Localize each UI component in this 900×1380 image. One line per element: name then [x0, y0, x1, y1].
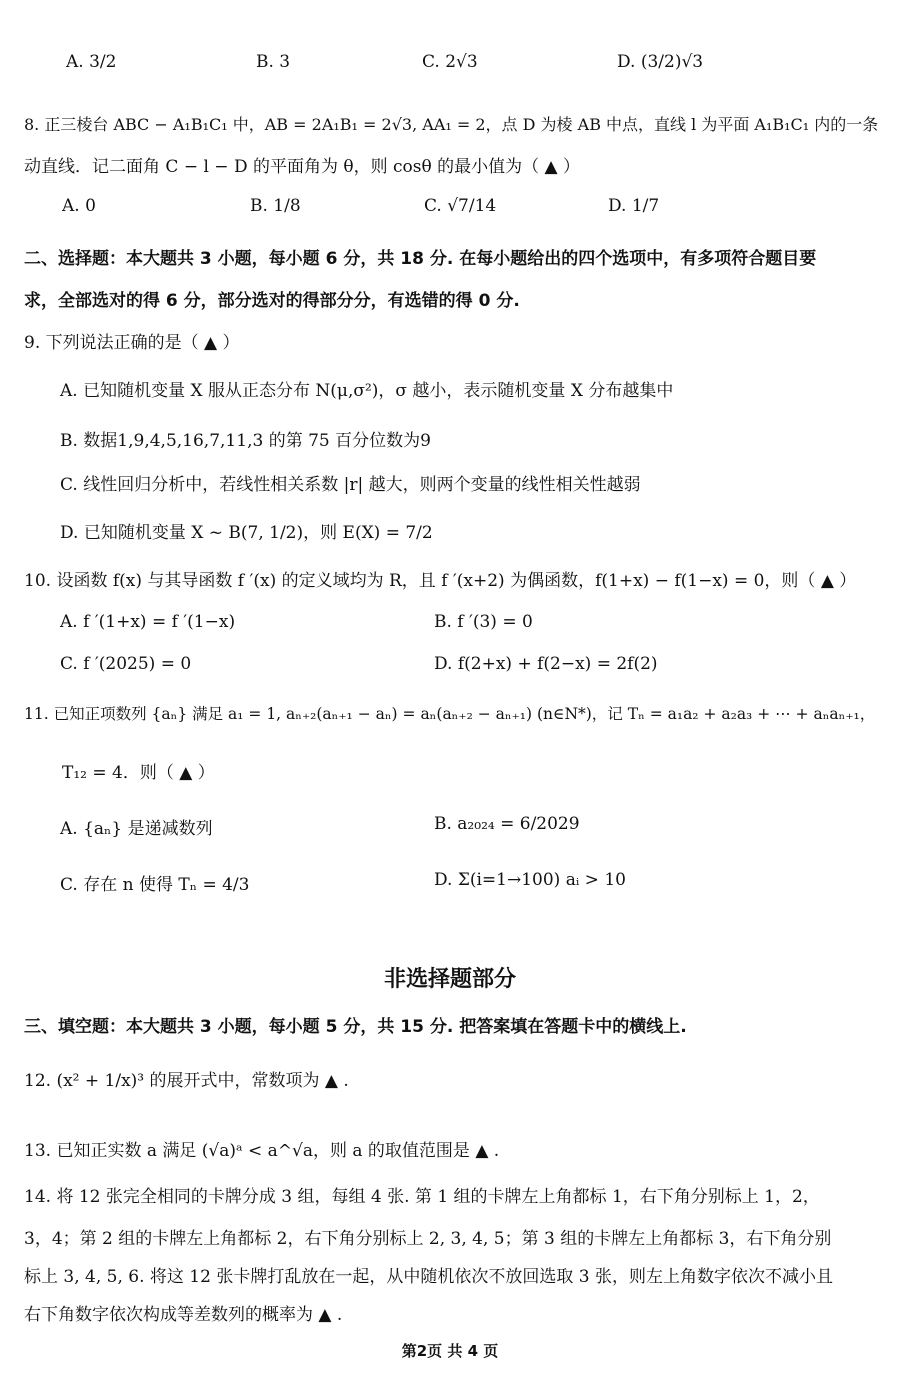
- q14-line2: 3，4；第 2 组的卡牌左上角都标 2，右下角分别标上 2, 3, 4, 5；第 3 组的卡牌左上角都标 3，右下角分别: [24, 1229, 832, 1249]
- q8-option-d: D. 1/7: [608, 196, 660, 216]
- q9-option-d: D. 已知随机变量 X ~ B(7, 1/2)，则 E(X) = 7/2: [60, 523, 433, 543]
- q9-option-c: C. 线性回归分析中，若线性相关系数 |r| 越大，则两个变量的线性相关性越弱: [60, 475, 641, 495]
- q11-stem-line2: T₁₂ = 4．则（ ▲ ）: [62, 763, 215, 783]
- q14-line1: 14. 将 12 张完全相同的卡牌分成 3 组，每组 4 张. 第 1 组的卡牌左上角都标 1，右下角分别标上 1，2，: [24, 1187, 820, 1207]
- q10-option-a: A. f ′(1+x) = f ′(1−x): [60, 612, 236, 632]
- q14-line3: 标上 3, 4, 5, 6. 将这 12 张卡牌打乱放在一起，从中随机依次不放回选取 3 张，则左上角数字依次不减小且: [24, 1267, 833, 1287]
- q14-line4: 右下角数字依次构成等差数列的概率为 ▲ .: [24, 1305, 343, 1325]
- q8-option-b: B. 1/8: [250, 196, 301, 216]
- section3-header: 三、填空题：本大题共 3 小题，每小题 5 分，共 15 分. 把答案填在答题卡中的横线上.: [24, 1017, 687, 1037]
- q9-stem: 9. 下列说法正确的是（ ▲ ）: [24, 333, 240, 353]
- q11-option-d: D. Σ(i=1→100) aᵢ > 10: [434, 870, 626, 890]
- q8-stem-line2: 动直线．记二面角 C − l − D 的平面角为 θ，则 cosθ 的最小值为（ ▲ ）: [24, 157, 581, 177]
- q11-option-a: A. {aₙ} 是递减数列: [60, 819, 213, 839]
- q7-option-a: A. 3/2: [66, 52, 117, 72]
- q9-option-b: B. 数据1,9,4,5,16,7,11,3 的第 75 百分位数为9: [60, 431, 431, 451]
- q10-option-c: C. f ′(2025) = 0: [60, 654, 192, 674]
- page-footer: 第2页 共 4 页: [401, 1342, 499, 1360]
- q7-option-b: B. 3: [256, 52, 291, 72]
- section2-header-line1: 二、选择题：本大题共 3 小题，每小题 6 分，共 18 分. 在每小题给出的四个选项中，有多项符合题目要: [24, 249, 817, 269]
- q10-option-b: B. f ′(3) = 0: [434, 612, 533, 632]
- section2-header-line2: 求，全部选对的得 6 分，部分选对的得部分分，有选错的得 0 分.: [24, 291, 520, 311]
- q11-option-c: C. 存在 n 使得 Tₙ = 4/3: [60, 875, 250, 895]
- q11-option-b: B. a₂₀₂₄ = 6/2029: [434, 814, 580, 834]
- q10-stem: 10. 设函数 f(x) 与其导函数 f ′(x) 的定义域均为 R，且 f ′(x+2) 为偶函数，f(1+x) − f(1−x) = 0，则（ ▲ ）: [24, 571, 857, 591]
- q8-option-c: C. √7/14: [424, 196, 497, 216]
- q13-stem: 13. 已知正实数 a 满足 (√a)ᵃ < a^√a，则 a 的取值范围是 ▲ .: [24, 1141, 500, 1161]
- q8-option-a: A. 0: [62, 196, 96, 216]
- q10-option-d: D. f(2+x) + f(2−x) = 2f(2): [434, 654, 658, 674]
- q8-stem-line1: 8. 正三棱台 ABC − A₁B₁C₁ 中，AB = 2A₁B₁ = 2√3, AA₁ = 2，点 D 为棱 AB 中点，直线 l 为平面 A₁B₁C₁ 内的一条: [24, 115, 879, 134]
- q11-stem-line1: 11. 已知正项数列 {aₙ} 满足 a₁ = 1, aₙ₊₂(aₙ₊₁ − aₙ) = aₙ(aₙ₊₂ − aₙ₊₁) (n∈N*)，记 Tₙ = a₁a₂ + a₂a₃ + ⋯ + aₙaₙ₊₁，: [24, 705, 876, 723]
- part-title: 非选择题部分: [383, 967, 516, 992]
- q7-option-d: D. (3/2)√3: [617, 52, 704, 72]
- q12-stem: 12. (x² + 1/x)³ 的展开式中，常数项为 ▲ .: [24, 1071, 349, 1091]
- q9-option-a: A. 已知随机变量 X 服从正态分布 N(μ,σ²)，σ 越小，表示随机变量 X 分布越集中: [60, 381, 674, 401]
- q7-option-c: C. 2√3: [422, 52, 478, 72]
